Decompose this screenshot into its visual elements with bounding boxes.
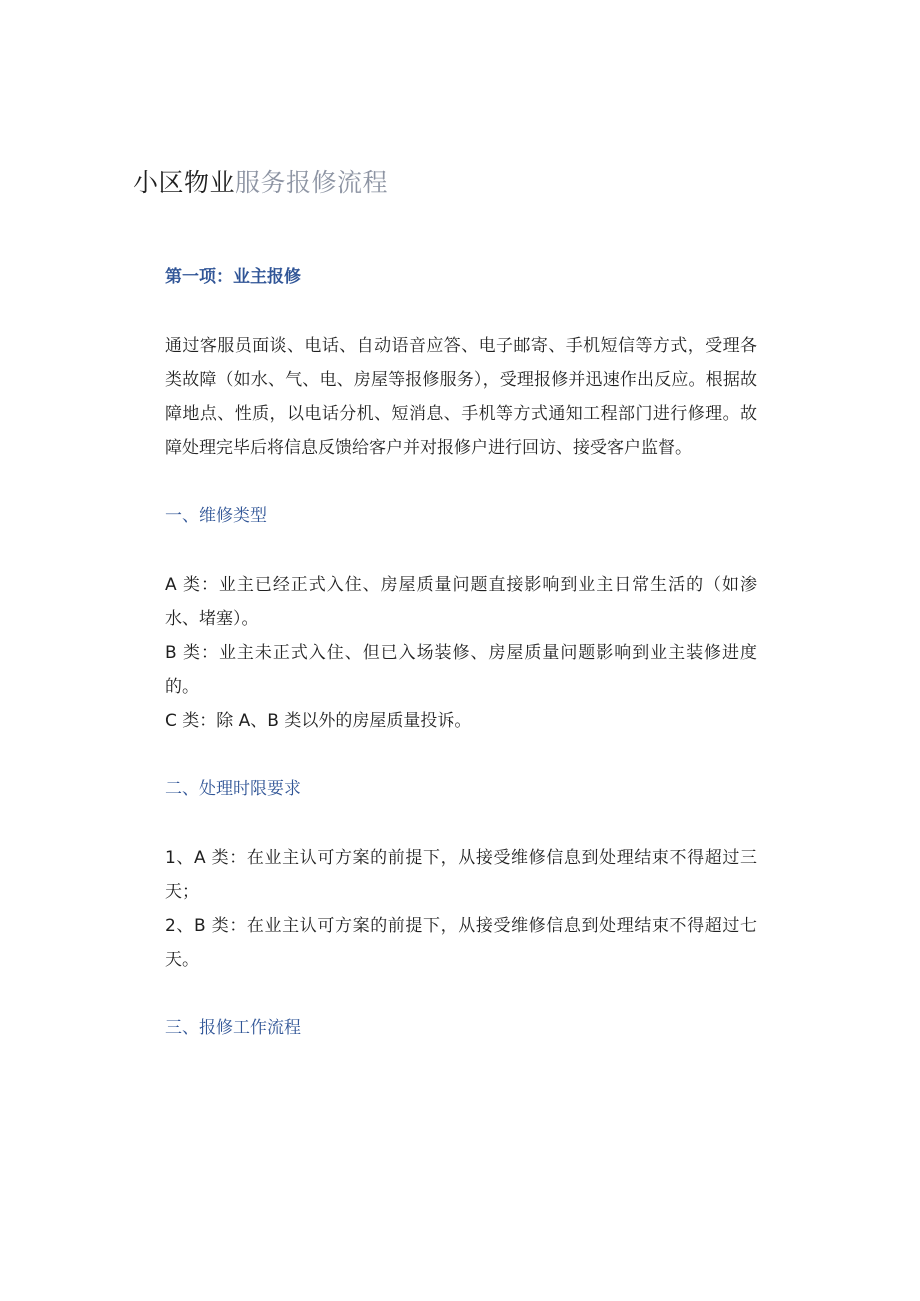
time-limit-item: 1、A 类：在业主认可方案的前提下，从接受维修信息到处理结束不得超过三天；: [165, 848, 757, 902]
section-heading-workflow: 三、报修工作流程: [165, 1018, 301, 1038]
time-limit-item: 2、B 类：在业主认可方案的前提下，从接受维修信息到处理结束不得超过七天。: [165, 916, 757, 970]
document-title: [133, 166, 388, 200]
document-body: [165, 262, 757, 1043]
repair-type-item: B 类：业主未正式入住、但已入场装修、房屋质量问题影响到业主装修进度的。: [165, 643, 757, 697]
owner-repair-paragraph: 通过客服员面谈、电话、自动语音应答、电子邮寄、手机短信等方式，受理各类故障（如水、气、电、房屋等报修服务），受理报修并迅速作出反应。根据故障地点、性质，以电话分机、短消息、手机等方式通知工程部门进行修理。故障处理完毕后将信息反馈给客户并对报修户进行回访、接受客户监督。: [165, 336, 757, 458]
title-part-dark: 小区物业: [133, 168, 236, 197]
section-heading-time-limits: 二、处理时限要求: [165, 779, 301, 799]
repair-type-item: A 类：业主已经正式入住、房屋质量问题直接影响到业主日常生活的（如渗水、堵塞）。: [165, 575, 757, 629]
repair-type-item: C 类：除 A、B 类以外的房屋质量投诉。: [165, 711, 472, 731]
section-heading-repair-types: 一、维修类型: [165, 506, 267, 526]
title-part-light: 服务报修流程: [235, 168, 389, 197]
section-heading-owner-repair: 第一项：业主报修: [165, 267, 301, 287]
